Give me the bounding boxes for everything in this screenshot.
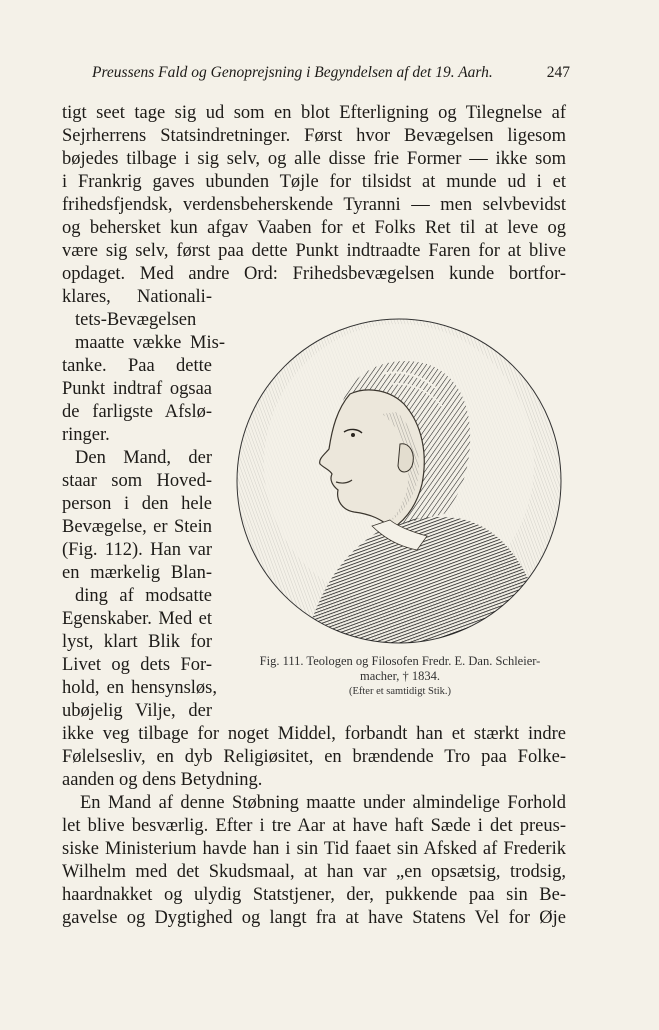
column-text-line: lyst, klart Blik for	[62, 632, 212, 652]
text-line: opdaget. Med andre Ord: Frihedsbevægelsen kunde bortfor-	[62, 264, 566, 284]
text-line: aanden og dens Betydning.	[62, 770, 263, 790]
text-line: let blive besværlig. Efter i tre Aar at have haft Sæde i det preus-	[62, 816, 566, 836]
column-text-line: Egenskaber. Med et	[62, 609, 212, 629]
column-text-line: person i den hele	[62, 494, 212, 514]
engraved-portrait-icon	[232, 314, 566, 648]
text-line: i Frankrig gaves ubunden Tøjle for tilsidst at munde ud i et	[62, 172, 566, 192]
column-text-line: staar som Hoved-	[62, 471, 212, 491]
column-text-line: Bevægelse, er Stein	[62, 517, 212, 537]
column-text-line: ringer.	[62, 425, 110, 445]
page-number: 247	[546, 64, 570, 81]
caption-credit: (Efter et samtidigt Stik.)	[348, 686, 452, 697]
text-line: og behersket kun afgav Vaaben for et Folks Ret til at leve og	[62, 218, 566, 238]
column-text-line: Punkt indtraf ogsaa	[62, 379, 212, 399]
figure-caption	[230, 654, 570, 699]
text-line: siske Ministerium havde han i sin Tid faaet sin Afsked af Frederik	[62, 839, 566, 859]
column-text-line: ding af modsatte	[75, 586, 212, 606]
text-line: haardnakket og ulydig Statstjener, der, pukkende paa sin Be-	[62, 885, 566, 905]
text-line: Følelsesliv, en dyb Religiøsitet, en brændende Tro paa Folke-	[62, 747, 566, 767]
text-line: bøjedes tilbage i sig selv, og alle disse frie Former — ikke som	[62, 149, 566, 169]
column-text-line: klares, Nationali-	[62, 287, 212, 307]
text-line: Wilhelm med det Skudsmaal, at han var „en opsætsig, trodsig,	[62, 862, 566, 882]
column-text-line: tanke. Paa dette	[62, 356, 212, 376]
text-line: frihedsfjendsk, verdensbeherskende Tyranni — men selvbevidst	[62, 195, 566, 215]
column-text-line: (Fig. 112). Han var	[62, 540, 212, 560]
running-header	[92, 64, 570, 82]
column-text-line: ubøjelig Vilje, der	[62, 701, 212, 721]
text-line: tigt seet tage sig ud som en blot Efterligning og Tilegnelse af	[62, 103, 566, 123]
text-line: ikke veg tilbage for noget Middel, forbandt han et stærkt indre	[62, 724, 566, 744]
text-line: gavelse og Dygtighed og langt fra at have Statens Vel for Øje	[62, 908, 566, 928]
column-text-line: Livet og dets For-	[62, 655, 212, 675]
column-text-line: de farligste Afslø-	[62, 402, 212, 422]
text-line: være sig selv, først paa dette Punkt indtraadte Faren for at blive	[62, 241, 566, 261]
caption-subtitle: macher, † 1834.	[359, 669, 441, 683]
column-text-line: maatte vække Mis-	[75, 333, 225, 353]
column-text-line: Den Mand, der	[75, 448, 212, 468]
column-text-line: hold, en hensynsløs,	[62, 678, 217, 698]
running-title: Preussens Fald og Genoprejsning i Begyndelsen af det 19. Aarh.	[92, 64, 493, 81]
text-line: Sejrherrens Statsindretninger. Først hvor Bevægelsen ligesom	[62, 126, 566, 146]
column-text-line: en mærkelig Blan-	[62, 563, 212, 583]
caption-title: Fig. 111. Teologen og Filosofen Fredr. E. Dan. Schleier-	[259, 654, 541, 668]
text-line: En Mand af denne Støbning maatte under almindelige Forhold	[80, 793, 566, 813]
column-text-line: tets-Bevægelsen	[75, 310, 197, 330]
